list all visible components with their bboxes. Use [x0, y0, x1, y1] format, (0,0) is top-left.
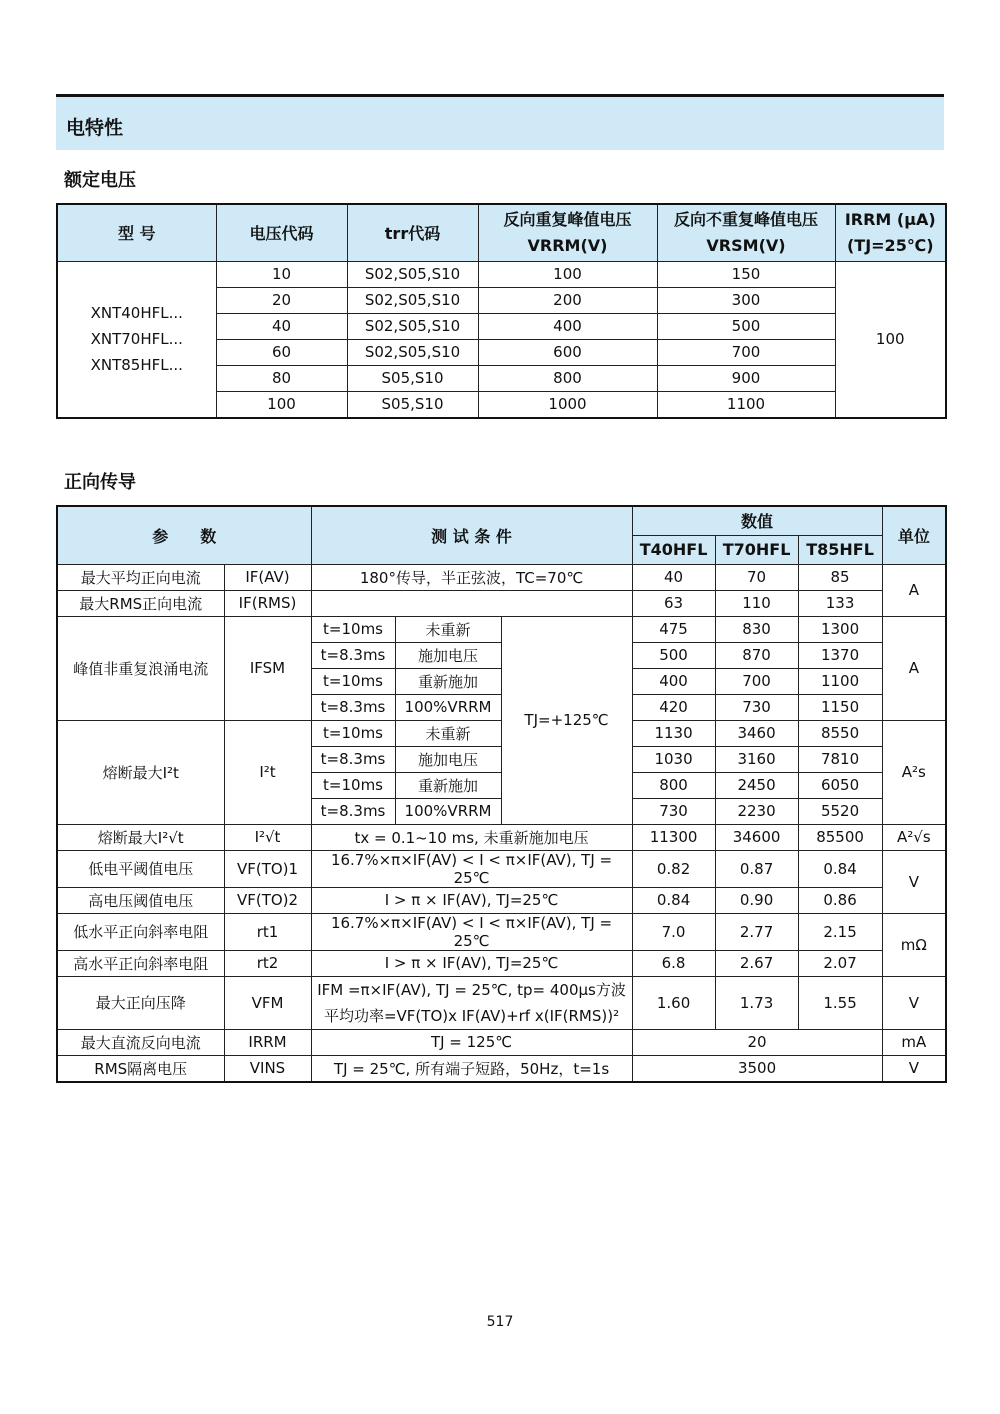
value-t85: 5520 — [798, 798, 882, 824]
value-t70: 870 — [715, 642, 798, 668]
value-t85: 1100 — [798, 668, 882, 694]
param-symbol: VF(TO)2 — [224, 887, 311, 913]
cell-vrrm: 100 — [478, 261, 657, 287]
unit: A — [882, 616, 946, 720]
value-t70: 0.90 — [715, 887, 798, 913]
voltage-cond: 重新施加 — [395, 772, 501, 798]
header-unit: 单位 — [882, 506, 946, 564]
junction-temp-cond: TJ=+125℃ — [501, 616, 632, 824]
param-name: 熔断最大I²√t — [57, 824, 224, 850]
value-t70: 1.73 — [715, 976, 798, 1029]
time-cond: t=10ms — [311, 772, 395, 798]
value-t85: 85500 — [798, 824, 882, 850]
table-row — [57, 1029, 946, 1055]
table-row — [57, 850, 946, 887]
table-header-row — [57, 506, 946, 535]
voltage-cond: 未重新 — [395, 720, 501, 746]
value-t70: 2.67 — [715, 950, 798, 976]
table-row — [57, 1055, 946, 1082]
value-t85: 6050 — [798, 772, 882, 798]
time-cond: t=10ms — [311, 720, 395, 746]
value-t40: 63 — [632, 590, 715, 616]
cell-trr: S02,S05,S10 — [347, 261, 478, 287]
voltage-cond: 未重新 — [395, 616, 501, 642]
param-name: 最大RMS正向电流 — [57, 590, 224, 616]
test-condition: 16.7%×π×IF(AV) < I < π×IF(AV), TJ = 25℃ — [311, 850, 632, 887]
table-row — [57, 950, 946, 976]
param-symbol: IRRM — [224, 1029, 311, 1055]
header-cond: 测 试 条 件 — [311, 506, 632, 564]
param-name: 峰值非重复浪涌电流 — [57, 616, 224, 720]
cell-vrsm: 500 — [657, 313, 835, 339]
cell-vrrm: 600 — [478, 339, 657, 365]
time-cond: t=10ms — [311, 668, 395, 694]
table-row — [57, 913, 946, 950]
table-row — [57, 590, 946, 616]
value-t70: 3160 — [715, 746, 798, 772]
value-t40: 1130 — [632, 720, 715, 746]
cell-trr: S05,S10 — [347, 391, 478, 418]
param-name: 高电压阈值电压 — [57, 887, 224, 913]
param-name: 最大平均正向电流 — [57, 564, 224, 590]
value-all: 20 — [632, 1029, 882, 1055]
param-symbol: VFM — [224, 976, 311, 1029]
time-cond: t=8.3ms — [311, 798, 395, 824]
value-t40: 1.60 — [632, 976, 715, 1029]
param-symbol: VINS — [224, 1055, 311, 1082]
value-all: 3500 — [632, 1055, 882, 1082]
unit: V — [882, 850, 946, 913]
value-t70: 700 — [715, 668, 798, 694]
param-name: RMS隔离电压 — [57, 1055, 224, 1082]
test-condition: 16.7%×π×IF(AV) < I < π×IF(AV), TJ = 25℃ — [311, 913, 632, 950]
header-values: 数值 — [632, 506, 882, 535]
param-name: 低电平阈值电压 — [57, 850, 224, 887]
param-name: 低水平正向斜率电阻 — [57, 913, 224, 950]
value-t40: 7.0 — [632, 913, 715, 950]
value-t40: 40 — [632, 564, 715, 590]
value-t40: 1030 — [632, 746, 715, 772]
header-trr-code: trr代码 — [347, 204, 478, 261]
time-cond: t=10ms — [311, 616, 395, 642]
unit: V — [882, 1055, 946, 1082]
param-symbol: rt1 — [224, 913, 311, 950]
value-t40: 420 — [632, 694, 715, 720]
header-t40: T40HFL — [632, 535, 715, 564]
test-condition: IFM =π×IF(AV), TJ = 25℃, tp= 400μs方波 平均功率=VF(TO)x IF(AV)+rf x(IF(RMS))² — [311, 976, 632, 1029]
value-t85: 8550 — [798, 720, 882, 746]
value-t40: 6.8 — [632, 950, 715, 976]
cell-vrsm: 150 — [657, 261, 835, 287]
cell-vrsm: 1100 — [657, 391, 835, 418]
cell-code: 100 — [216, 391, 347, 418]
value-t70: 730 — [715, 694, 798, 720]
value-t85: 85 — [798, 564, 882, 590]
value-t40: 500 — [632, 642, 715, 668]
param-name: 熔断最大I²t — [57, 720, 224, 824]
header-model: 型 号 — [57, 204, 216, 261]
value-t70: 34600 — [715, 824, 798, 850]
value-t40: 11300 — [632, 824, 715, 850]
value-t85: 133 — [798, 590, 882, 616]
unit: mΩ — [882, 913, 946, 976]
test-condition: I > π × IF(AV), TJ=25℃ — [311, 887, 632, 913]
test-condition — [311, 590, 632, 616]
value-t70: 0.87 — [715, 850, 798, 887]
voltage-cond: 100%VRRM — [395, 694, 501, 720]
table-row — [57, 616, 946, 642]
value-t85: 1370 — [798, 642, 882, 668]
param-symbol: VF(TO)1 — [224, 850, 311, 887]
header-vrsm: 反向不重复峰值电压 VRSM(V) — [657, 204, 835, 261]
table-row — [57, 976, 946, 1029]
time-cond: t=8.3ms — [311, 694, 395, 720]
value-t70: 2.77 — [715, 913, 798, 950]
value-t85: 0.86 — [798, 887, 882, 913]
test-condition: I > π × IF(AV), TJ=25℃ — [311, 950, 632, 976]
test-condition: TJ = 25℃, 所有端子短路，50Hz，t=1s — [311, 1055, 632, 1082]
cell-vrrm: 400 — [478, 313, 657, 339]
header-vrrm: 反向重复峰值电压 VRRM(V) — [478, 204, 657, 261]
table-row — [57, 564, 946, 590]
header-voltage-code: 电压代码 — [216, 204, 347, 261]
value-t70: 3460 — [715, 720, 798, 746]
test-condition: TJ = 125℃ — [311, 1029, 632, 1055]
cell-trr: S05,S10 — [347, 365, 478, 391]
param-symbol: IF(RMS) — [224, 590, 311, 616]
header-t85: T85HFL — [798, 535, 882, 564]
section-title: 电特性 — [66, 117, 124, 139]
page-number: 517 — [486, 1314, 514, 1330]
header-param: 参 数 — [57, 506, 311, 564]
param-name: 高水平正向斜率电阻 — [57, 950, 224, 976]
test-condition: 180°传导，半正弦波，TC=70℃ — [311, 564, 632, 590]
param-name: 最大直流反向电流 — [57, 1029, 224, 1055]
cell-trr: S02,S05,S10 — [347, 287, 478, 313]
value-t40: 475 — [632, 616, 715, 642]
voltage-cond: 100%VRRM — [395, 798, 501, 824]
value-t40: 730 — [632, 798, 715, 824]
cell-irrm: 100 — [835, 261, 946, 418]
value-t70: 70 — [715, 564, 798, 590]
value-t40: 0.84 — [632, 887, 715, 913]
value-t85: 2.15 — [798, 913, 882, 950]
param-symbol: IFSM — [224, 616, 311, 720]
table-header-row — [57, 204, 946, 261]
value-t40: 400 — [632, 668, 715, 694]
value-t85: 0.84 — [798, 850, 882, 887]
forward-conduction-table — [56, 505, 947, 1083]
param-symbol: I²√t — [224, 824, 311, 850]
forward-conduction-title: 正向传导 — [64, 472, 136, 493]
unit: A²s — [882, 720, 946, 824]
value-t70: 2450 — [715, 772, 798, 798]
unit: A — [882, 564, 946, 616]
cell-code: 80 — [216, 365, 347, 391]
test-condition: tx = 0.1~10 ms, 未重新施加电压 — [311, 824, 632, 850]
table-row — [57, 824, 946, 850]
cell-vrrm: 1000 — [478, 391, 657, 418]
time-cond: t=8.3ms — [311, 746, 395, 772]
unit: mA — [882, 1029, 946, 1055]
param-symbol: rt2 — [224, 950, 311, 976]
cell-vrsm: 700 — [657, 339, 835, 365]
value-t70: 2230 — [715, 798, 798, 824]
value-t70: 830 — [715, 616, 798, 642]
voltage-cond: 施加电压 — [395, 642, 501, 668]
value-t70: 110 — [715, 590, 798, 616]
cell-vrrm: 800 — [478, 365, 657, 391]
cell-vrsm: 300 — [657, 287, 835, 313]
cell-trr: S02,S05,S10 — [347, 313, 478, 339]
model-list: XNT40HFL... XNT70HFL... XNT85HFL... — [57, 261, 216, 418]
rated-voltage-title: 额定电压 — [64, 170, 136, 191]
unit: V — [882, 976, 946, 1029]
value-t85: 1300 — [798, 616, 882, 642]
value-t40: 0.82 — [632, 850, 715, 887]
cell-vrrm: 200 — [478, 287, 657, 313]
param-symbol: I²t — [224, 720, 311, 824]
cell-code: 60 — [216, 339, 347, 365]
value-t85: 1150 — [798, 694, 882, 720]
rated-voltage-table — [56, 203, 947, 419]
table-row — [57, 887, 946, 913]
cell-vrsm: 900 — [657, 365, 835, 391]
voltage-cond: 施加电压 — [395, 746, 501, 772]
cell-code: 20 — [216, 287, 347, 313]
cell-trr: S02,S05,S10 — [347, 339, 478, 365]
value-t85: 7810 — [798, 746, 882, 772]
cell-code: 40 — [216, 313, 347, 339]
table-row — [57, 261, 946, 287]
value-t85: 1.55 — [798, 976, 882, 1029]
cell-code: 10 — [216, 261, 347, 287]
time-cond: t=8.3ms — [311, 642, 395, 668]
unit: A²√s — [882, 824, 946, 850]
voltage-cond: 重新施加 — [395, 668, 501, 694]
section-header-band — [56, 94, 944, 150]
value-t40: 800 — [632, 772, 715, 798]
header-t70: T70HFL — [715, 535, 798, 564]
param-symbol: IF(AV) — [224, 564, 311, 590]
value-t85: 2.07 — [798, 950, 882, 976]
header-irrm: IRRM (μA) (TJ=25℃) — [835, 204, 946, 261]
param-name: 最大正向压降 — [57, 976, 224, 1029]
